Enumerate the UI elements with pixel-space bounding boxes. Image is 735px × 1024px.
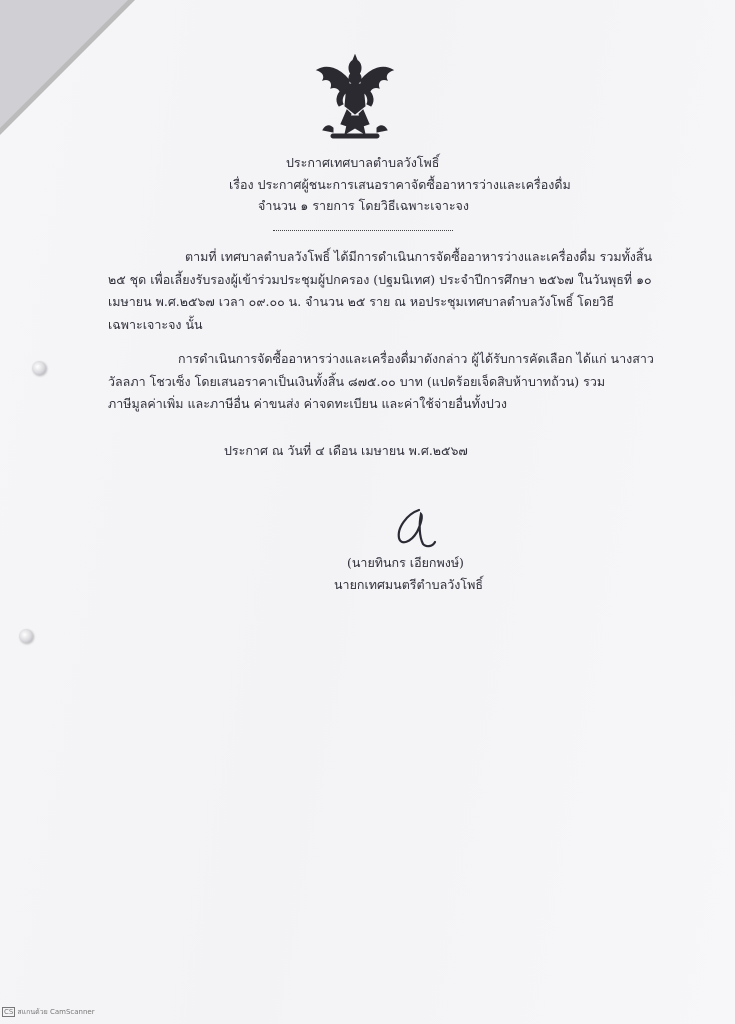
scanner-text: สแกนด้วย CamScanner: [17, 1008, 95, 1016]
announcement-quantity: จำนวน ๑ รายการ โดยวิธีเฉพาะเจาะจง: [258, 198, 469, 213]
paragraph-2-line: วัลลภา โชวเซ็ง โดยเสนอราคาเป็นเงินทั้งสิ้น ๘๗๕.๐๐ บาท (แปดร้อยเจ็ดสิบห้าบาทถ้วน) รวม: [108, 373, 606, 389]
paragraph-2-line: การดำเนินการจัดซื้ออาหารว่างและเครื่องดื่มาดังกล่าว ผู้ได้รับการคัดเลือก ได้แก่ นางสาว: [178, 351, 654, 366]
announcement-title: ประกาศเทศบาลตำบลวังโพธิ์: [286, 155, 440, 170]
paragraph-2-line: ภาษีมูลค่าเพิ่ม และภาษีอื่น ค่าขนส่ง ค่าจดทะเบียน และค่าใช้จ่ายอื่นทั้งปวง: [108, 396, 507, 411]
scanner-watermark: [2, 1007, 95, 1018]
folded-corner: [0, 0, 128, 128]
signatory-name: (นายทินกร เอียกพงษ์): [347, 555, 464, 570]
signatory-position: นายกเทศมนตรีตำบลวังโพธิ์: [334, 577, 483, 592]
punch-hole-upper: [32, 361, 46, 375]
garuda-emblem-icon: [309, 54, 401, 146]
handwritten-signature: [389, 504, 439, 550]
announcement-date: ประกาศ ณ วันที่ ๔ เดือน เมษายน พ.ศ.๒๕๖๗: [224, 443, 468, 458]
paragraph-1: [108, 246, 652, 336]
paragraph-1-line: เมษายน พ.ศ.๒๕๖๗ เวลา ๐๙.๐๐ น. จำนวน ๒๕ ราย ณ หอประชุมเทศบาลตำบลวังโพธิ์ โดยวิธี: [108, 294, 614, 309]
paragraph-1-line: ตามที่ เทศบาลตำบลวังโพธิ์ ได้มีการดำเนินการจัดซื้ออาหารว่างและเครื่องดื่ม รวมทั้งสิ้น: [185, 249, 653, 264]
header-divider: [273, 230, 453, 231]
punch-hole-lower: [19, 629, 33, 643]
paragraph-2: [108, 348, 654, 416]
paragraph-1-line: ๒๕ ชุด เพื่อเลี้ยงรับรองผู้เข้าร่วมประชุมผู้ปกครอง (ปฐมนิเทศ) ประจำปีการศึกษา ๒๕๖๗ ในวันพุธที่ ๑๐: [108, 271, 652, 287]
announcement-subject: เรื่อง ประกาศผู้ชนะการเสนอราคาจัดซื้ออาหารว่างและเครื่องดื่ม: [229, 177, 571, 192]
camscanner-logo: CS: [4, 1008, 14, 1016]
paragraph-1-line: เฉพาะเจาะจง นั้น: [108, 316, 203, 332]
